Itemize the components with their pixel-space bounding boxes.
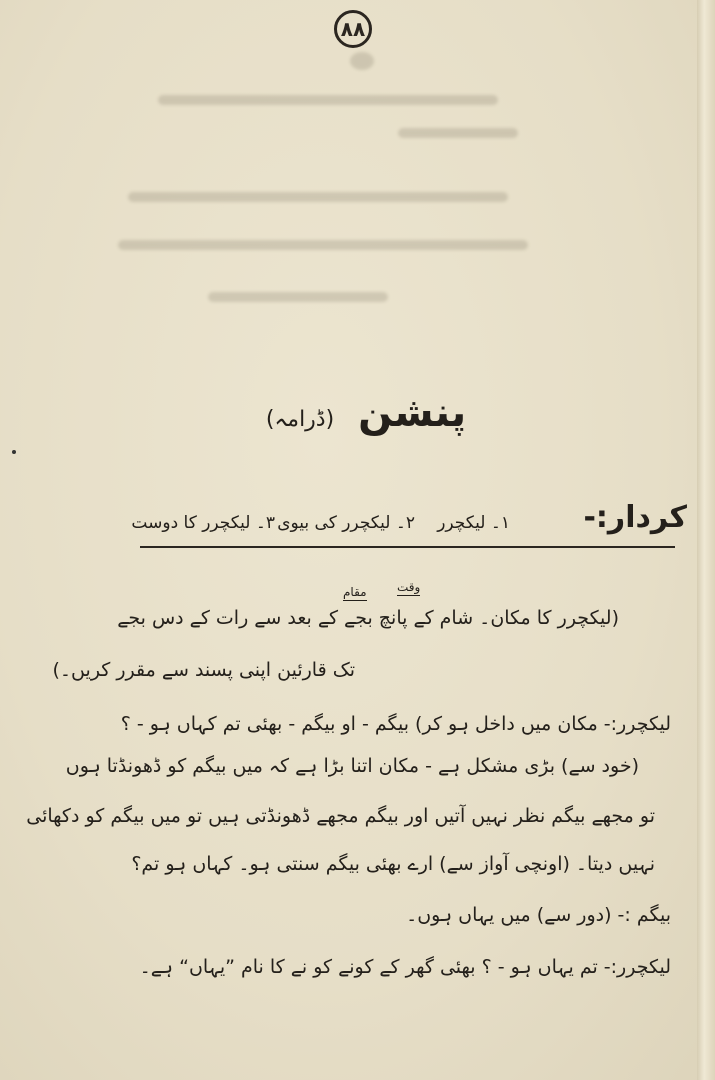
- stage-direction-line: تک قارئین اپنی پسند سے مقرر کریں۔): [52, 659, 355, 681]
- cast-item: ۱۔ لیکچرر: [437, 513, 510, 533]
- play-title: [236, 390, 496, 450]
- title-main: پنشن: [358, 390, 467, 436]
- dialogue-line: نہیں دیتا۔ (اونچی آواز سے) ارے بھئی بیگم سنتی ہو۔ کہاں ہو تم؟: [131, 853, 655, 875]
- dialogue-line: لیکچرر:- مکان میں داخل ہو کر) بیگم - او بیگم - بھئی تم کہاں ہو - ؟: [120, 713, 671, 735]
- title-subtitle: (ڈرامہ): [265, 407, 335, 432]
- annotation-time: وقت: [397, 580, 421, 594]
- cast-item: ۲۔ لیکچرر کی بیوی: [277, 513, 415, 533]
- annotation-place: مقام: [343, 585, 367, 599]
- dialogue-line: لیکچرر:- تم یہاں ہو - ؟ بھئی گھر کے کونے کو نے کا نام ”یہاں“ ہے۔: [139, 956, 671, 978]
- ink-dot: [12, 450, 16, 454]
- cast-item: ۳۔ لیکچرر کا دوست: [131, 513, 275, 533]
- bleed-through-text: [0, 0, 715, 330]
- dialogue-line: بیگم :- (دور سے) میں یہاں ہوں۔: [406, 904, 671, 926]
- dialogue-line: (خود سے) بڑی مشکل ہے - مکان اتنا بڑا ہے کہ میں بیگم کو ڈھونڈتا ہوں: [65, 755, 639, 777]
- dialogue-line: تو مجھے بیگم نظر نہیں آتیں اور بیگم مجھے ڈھونڈتی ہیں تو میں بیگم کو دکھائی: [26, 805, 655, 827]
- cast-heading: کردار:-: [583, 500, 687, 535]
- page-number: ۸۸: [334, 10, 372, 48]
- stage-direction-line: (لیکچرر کا مکان۔ شام کے پانچ بجے کے بعد سے رات کے دس بجے: [117, 607, 619, 629]
- divider: [140, 546, 675, 548]
